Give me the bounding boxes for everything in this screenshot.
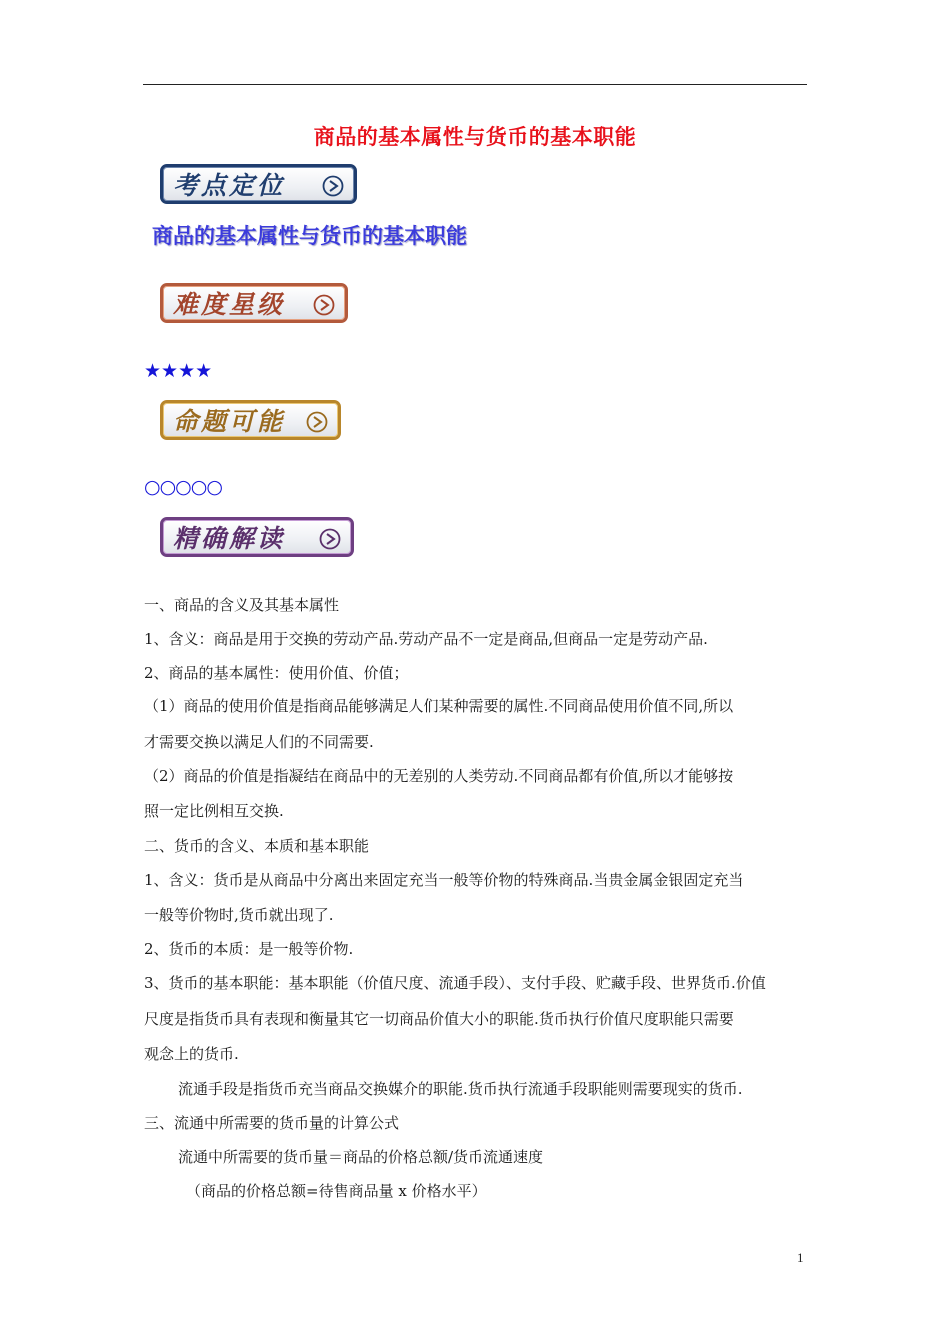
paragraph-line: 2、货币的本质：是一般等价物. [144, 940, 354, 958]
paragraph-line: 观念上的货币. [144, 1045, 239, 1063]
arrow-circle-icon [313, 294, 335, 316]
paragraph-line: 流通手段是指货币充当商品交换媒介的职能.货币执行流通手段职能则需要现实的货币. [178, 1080, 743, 1098]
arrow-circle-icon [319, 528, 341, 550]
banner-kaodian-label: 考点定位 [173, 171, 286, 200]
paragraph-line: 1、含义：货币是从商品中分离出来固定充当一般等价物的特殊商品.当贵金属金银固定充当 [144, 871, 744, 889]
banner-jingque-label: 精确解读 [173, 524, 286, 553]
paragraph-line: 尺度是指货币具有表现和衡量其它一切商品价值大小的职能.货币执行价值尺度职能只需要 [144, 1010, 734, 1028]
difficulty-stars: ★★★★ [144, 360, 213, 382]
paragraph-line: 才需要交换以满足人们的不同需要. [144, 733, 374, 751]
header-rule [143, 84, 807, 85]
formula-note: （商品的价格总额=待售商品量 x 价格水平） [186, 1182, 487, 1200]
arrow-circle-icon [306, 411, 328, 433]
paragraph-line: （2）商品的价值是指凝结在商品中的无差别的人类劳动.不同商品都有价值,所以才能够按 [144, 767, 734, 785]
banner-nandu-label: 难度星级 [173, 290, 286, 319]
section-heading-1: 一、商品的含义及其基本属性 [144, 596, 340, 614]
banner-jingque [160, 517, 354, 557]
document-title: 商品的基本属性与货币的基本职能 [313, 125, 637, 149]
banner-nandu [160, 283, 348, 323]
paragraph-line: 2、商品的基本属性：使用价值、价值； [144, 664, 409, 682]
paragraph-line: （1）商品的使用价值是指商品能够满足人们某种需要的属性.不同商品使用价值不同,所以 [144, 697, 734, 715]
banner-mingti-label: 命题可能 [173, 407, 286, 436]
section-heading-3: 三、流通中所需要的货币量的计算公式 [144, 1114, 400, 1132]
paragraph-line: 一般等价物时,货币就出现了. [144, 906, 334, 924]
banner-mingti [160, 400, 341, 440]
subject-heading: 商品的基本属性与货币的基本职能 [152, 224, 467, 248]
banner-kaodian [160, 164, 357, 204]
formula-line: 流通中所需要的货币量＝商品的价格总额/货币流通速度 [178, 1148, 544, 1166]
paragraph-line: 照一定比例相互交换. [144, 802, 284, 820]
paragraph-line: 1、含义：商品是用于交换的劳动产品.劳动产品不一定是商品,但商品一定是劳动产品. [144, 630, 708, 648]
page-number: 1 [797, 1250, 804, 1265]
section-heading-2: 二、货币的含义、本质和基本职能 [144, 837, 370, 855]
arrow-circle-icon [322, 175, 344, 197]
paragraph-line: 3、货币的基本职能：基本职能（价值尺度、流通手段）、支付手段、贮藏手段、世界货币.价值 [144, 974, 766, 992]
likelihood-circles: ○○○○○ [144, 476, 222, 498]
